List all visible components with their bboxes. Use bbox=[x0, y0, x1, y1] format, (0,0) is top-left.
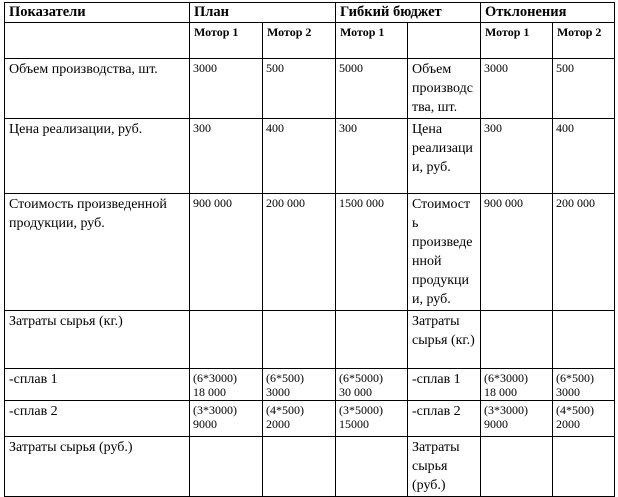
header-row-2 bbox=[5, 23, 615, 59]
table-row bbox=[5, 401, 615, 437]
plan-motor2-cell: 400 bbox=[263, 119, 336, 194]
formula-text: (3*5000) bbox=[339, 403, 383, 417]
result-text: 9000 bbox=[193, 417, 217, 431]
dev-motor1-cell: 3000 bbox=[481, 59, 553, 119]
plan-motor1-cell bbox=[190, 401, 263, 437]
flex-motor2-cell: -сплав 2 bbox=[408, 401, 481, 437]
formula-text: (6*500) bbox=[556, 371, 594, 385]
flex-motor2-cell: -сплав 1 bbox=[408, 369, 481, 401]
dev-motor2-cell bbox=[553, 437, 615, 497]
plan-motor1-cell bbox=[190, 311, 263, 369]
plan-motor2-cell bbox=[263, 311, 336, 369]
dev-motor1-cell bbox=[481, 401, 553, 437]
table-row bbox=[5, 311, 615, 369]
header-row-1 bbox=[5, 3, 615, 23]
plan-motor1-cell: 900 000 bbox=[190, 194, 263, 311]
dev-motor1-cell bbox=[481, 311, 553, 369]
result-text: 3000 bbox=[556, 385, 580, 399]
flex-motor2-cell: Затраты сырья (кг.) bbox=[408, 311, 481, 369]
dev-motor1-cell: 900 000 bbox=[481, 194, 553, 311]
plan-motor2-cell bbox=[263, 401, 336, 437]
plan-motor1-cell bbox=[190, 369, 263, 401]
flex-motor2-cell: Цена реализации, руб. bbox=[408, 119, 481, 194]
result-text: 30 000 bbox=[339, 385, 372, 399]
deviations-header: Отклонения bbox=[481, 3, 615, 23]
result-text: 2000 bbox=[266, 417, 290, 431]
table-row bbox=[5, 194, 615, 311]
dev-motor2-cell: 500 bbox=[553, 59, 615, 119]
plan-motor1-cell bbox=[190, 437, 263, 497]
dev-motor1-header: Мотор 1 bbox=[481, 23, 553, 59]
dev-motor2-cell: 200 000 bbox=[553, 194, 615, 311]
row-label: -сплав 2 bbox=[5, 401, 190, 437]
formula-text: (6*500) bbox=[266, 371, 304, 385]
row-label: Затраты сырья (кг.) bbox=[5, 311, 190, 369]
formula-text: (6*5000) bbox=[339, 371, 383, 385]
dev-motor2-cell bbox=[553, 311, 615, 369]
result-text: 18 000 bbox=[193, 385, 226, 399]
plan-motor2-header: Мотор 2 bbox=[263, 23, 336, 59]
flex-motor1-cell: 300 bbox=[336, 119, 408, 194]
indicators-header: Показатели bbox=[5, 3, 190, 23]
flex-motor1-cell: 1500 000 bbox=[336, 194, 408, 311]
flex-motor1-cell bbox=[336, 311, 408, 369]
flexible-budget-header: Гибкий бюджет bbox=[336, 3, 481, 23]
plan-motor2-cell: 200 000 bbox=[263, 194, 336, 311]
dev-motor2-cell bbox=[553, 401, 615, 437]
result-text: 3000 bbox=[266, 385, 290, 399]
flex-motor1-cell bbox=[336, 437, 408, 497]
plan-motor2-cell bbox=[263, 369, 336, 401]
flex-motor2-cell: Стоимость произведенной продукции, руб. bbox=[408, 194, 481, 311]
dev-motor2-cell bbox=[553, 369, 615, 401]
dev-motor1-cell bbox=[481, 369, 553, 401]
budget-table bbox=[4, 2, 615, 497]
row-label: Затраты сырья (руб.) bbox=[5, 437, 190, 497]
plan-header: План bbox=[190, 3, 336, 23]
flex-motor2-header bbox=[408, 23, 481, 59]
table-row bbox=[5, 119, 615, 194]
formula-text: (6*3000) bbox=[484, 371, 528, 385]
flex-motor1-cell bbox=[336, 401, 408, 437]
flex-motor1-cell bbox=[336, 369, 408, 401]
formula-text: (6*3000) bbox=[193, 371, 237, 385]
dev-motor1-cell bbox=[481, 437, 553, 497]
table-row bbox=[5, 369, 615, 401]
row-label: Объем производства, шт. bbox=[5, 59, 190, 119]
plan-motor2-cell bbox=[263, 437, 336, 497]
row-label: Стоимость произведенной продукции, руб. bbox=[5, 194, 190, 311]
plan-motor1-cell: 3000 bbox=[190, 59, 263, 119]
plan-motor1-cell: 300 bbox=[190, 119, 263, 194]
result-text: 2000 bbox=[556, 417, 580, 431]
flex-motor2-cell: Затраты сырья (руб.) bbox=[408, 437, 481, 497]
flex-motor1-header: Мотор 1 bbox=[336, 23, 408, 59]
formula-text: (4*500) bbox=[266, 403, 304, 417]
table-row bbox=[5, 437, 615, 497]
flex-motor1-cell: 5000 bbox=[336, 59, 408, 119]
plan-motor2-cell: 500 bbox=[263, 59, 336, 119]
indicators-subheader bbox=[5, 23, 190, 59]
result-text: 15000 bbox=[339, 417, 369, 431]
table-row bbox=[5, 59, 615, 119]
formula-text: (3*3000) bbox=[484, 403, 528, 417]
row-label: -сплав 1 bbox=[5, 369, 190, 401]
dev-motor2-header: Мотор 2 bbox=[553, 23, 615, 59]
dev-motor2-cell: 400 bbox=[553, 119, 615, 194]
flex-motor2-cell: Объем производства, шт. bbox=[408, 59, 481, 119]
dev-motor1-cell: 300 bbox=[481, 119, 553, 194]
result-text: 9000 bbox=[484, 417, 508, 431]
plan-motor1-header: Мотор 1 bbox=[190, 23, 263, 59]
formula-text: (3*3000) bbox=[193, 403, 237, 417]
formula-text: (4*500) bbox=[556, 403, 594, 417]
result-text: 18 000 bbox=[484, 385, 517, 399]
row-label: Цена реализации, руб. bbox=[5, 119, 190, 194]
